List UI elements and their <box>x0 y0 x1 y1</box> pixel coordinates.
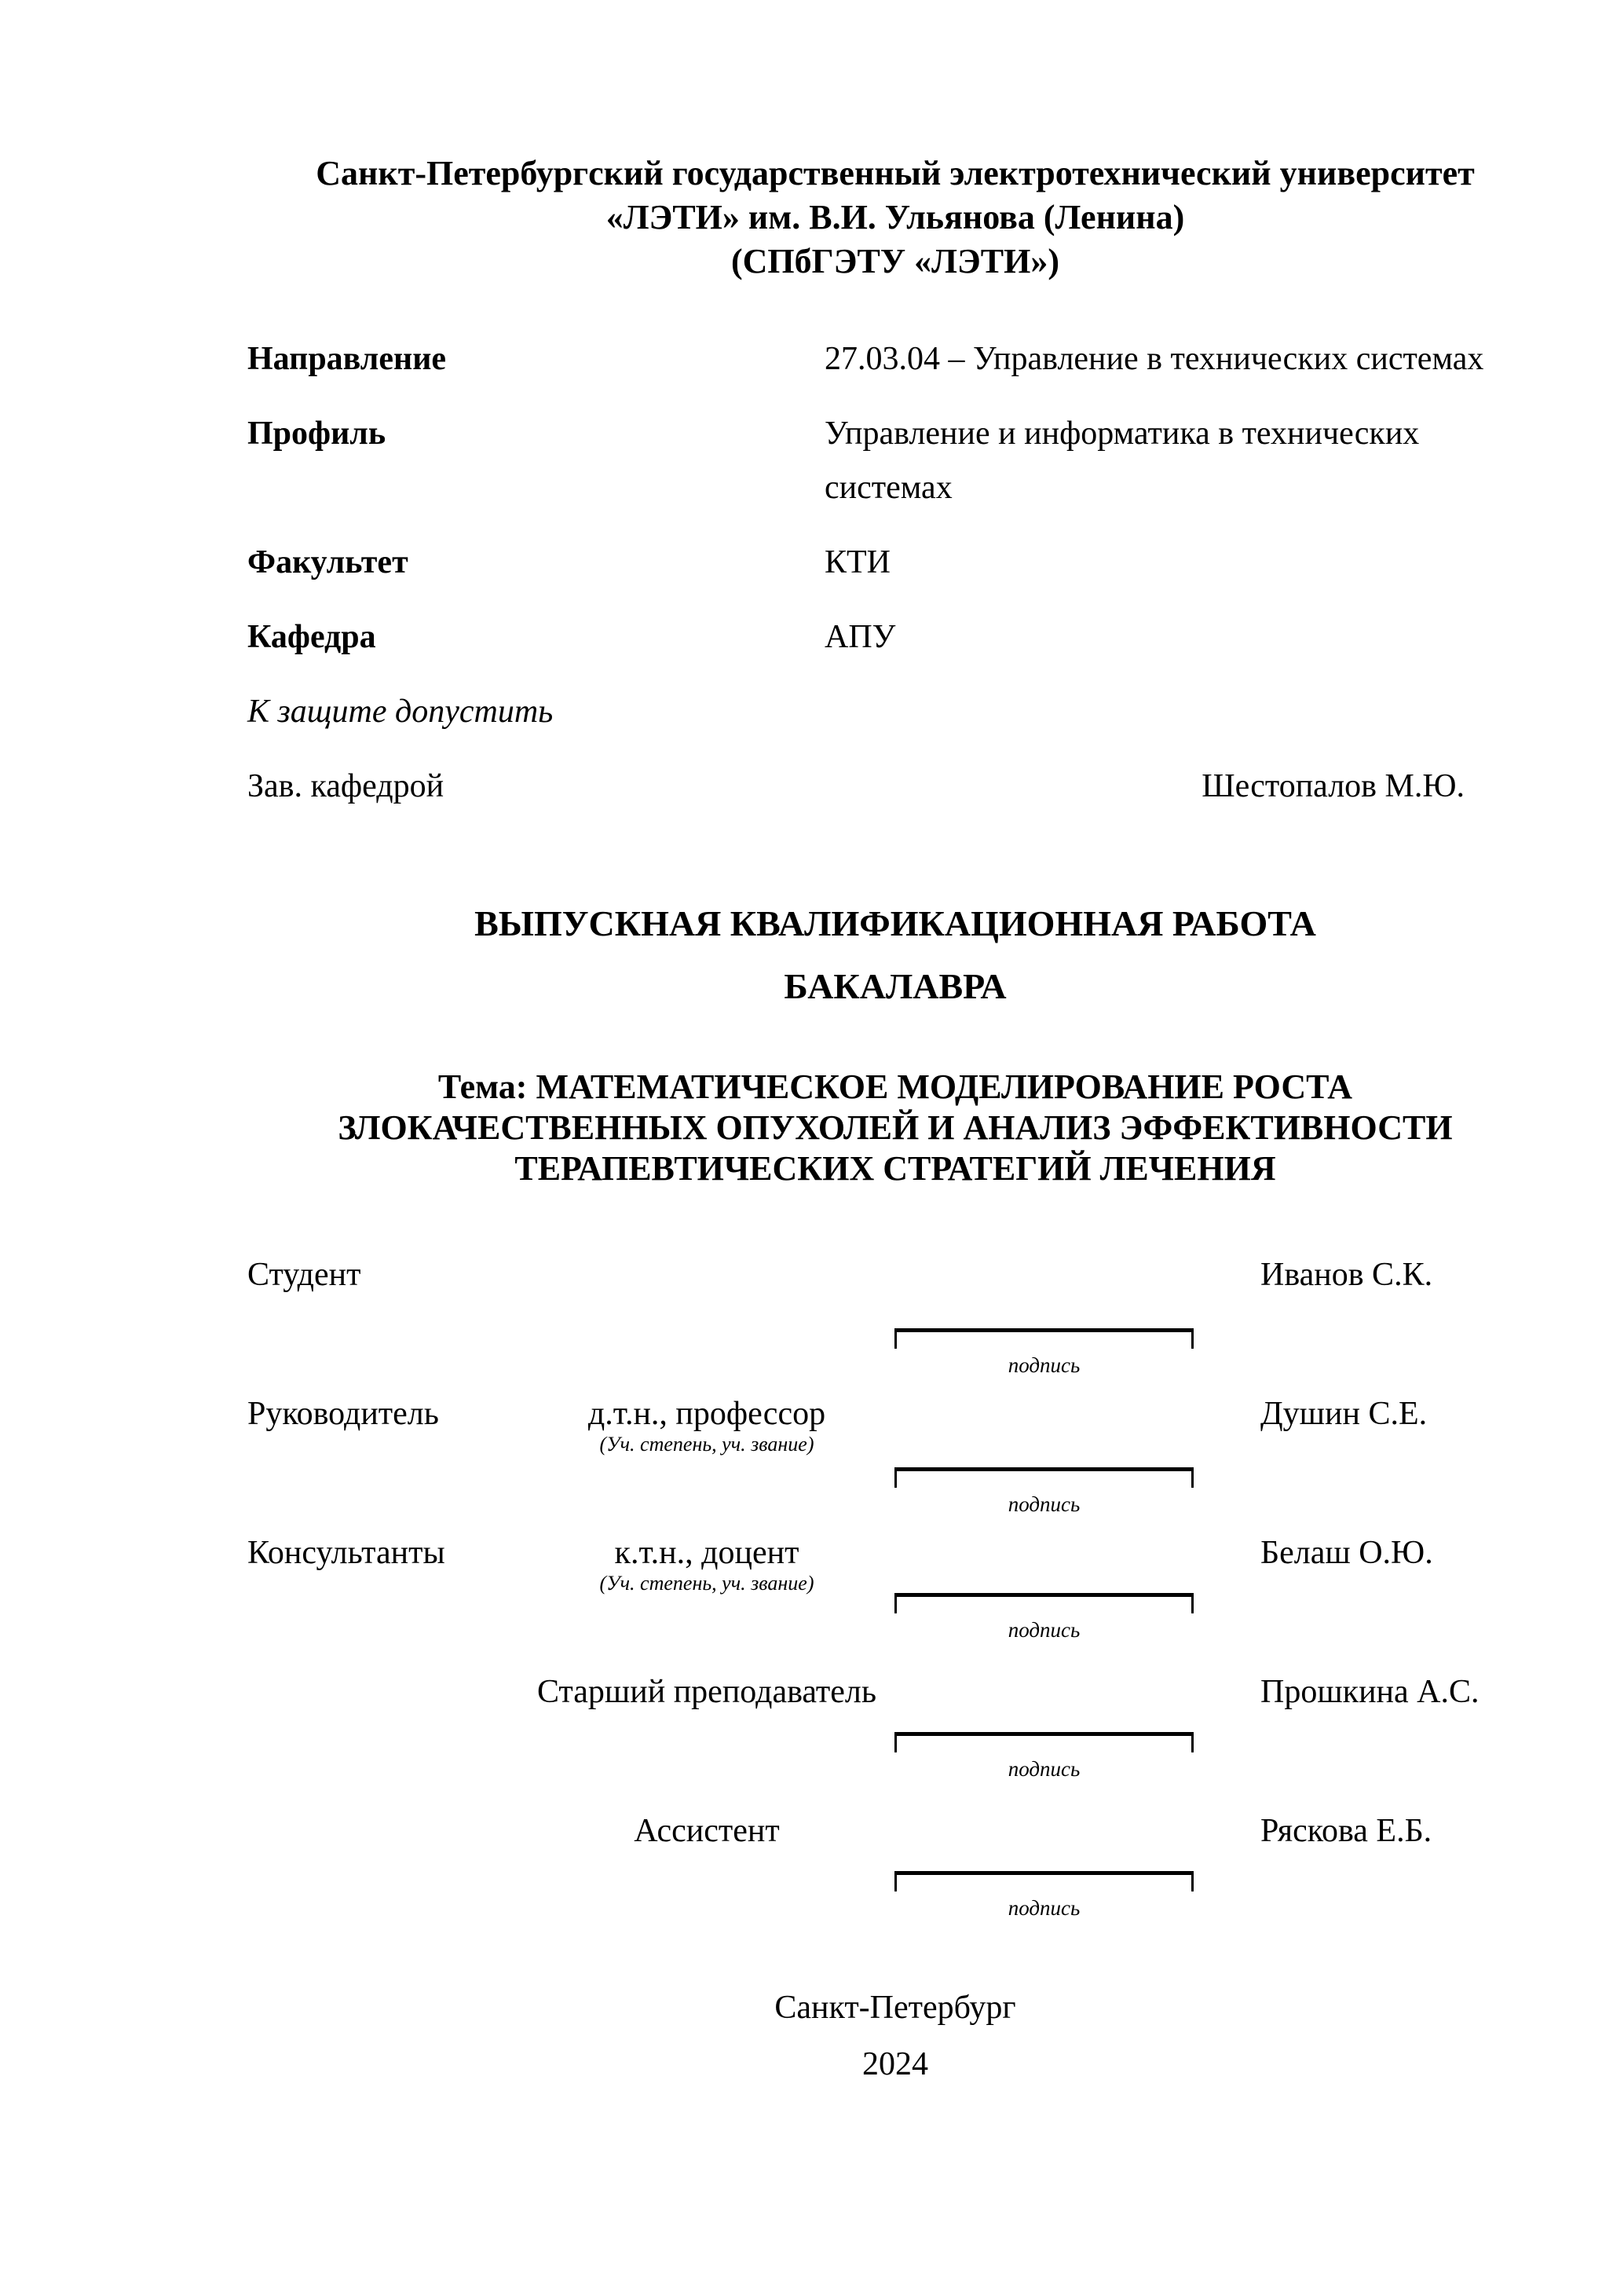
consultant-2-degree: Старший преподаватель <box>536 1674 877 1710</box>
university-name-line-2: «ЛЭТИ» им. В.И. Ульянова (Ленина) <box>605 198 1185 236</box>
faculty-value: КТИ <box>825 544 891 580</box>
profile-row <box>247 407 1543 515</box>
student-role-label: Студент <box>247 1257 361 1293</box>
signature-row-consultant-1 <box>247 1534 1543 1673</box>
supervisor-name: Душин С.Е. <box>1260 1396 1428 1432</box>
consultant-3-degree: Ассистент <box>634 1813 780 1849</box>
consultant-3-signature-field <box>894 1871 1194 1920</box>
signature-line <box>894 1732 1194 1752</box>
consultant-2-signature-field <box>894 1732 1194 1781</box>
department-head-name: Шестопалов М.Ю. <box>1202 768 1465 804</box>
signature-row-consultant-2 <box>247 1673 1543 1812</box>
department-head-label: Зав. кафедрой <box>247 768 444 804</box>
consultant-1-name: Белаш О.Ю. <box>1260 1535 1433 1571</box>
supervisor-degree: д.т.н., профессор <box>587 1396 826 1432</box>
profile-label: Профиль <box>247 416 386 452</box>
work-title-line-2: БАКАЛАВРА <box>784 966 1007 1006</box>
university-header <box>247 152 1543 284</box>
consultant-3-degree-box <box>393 1812 1021 1850</box>
consultant-1-degree-note: (Уч. степень, уч. звание) <box>599 1572 814 1595</box>
supervisor-degree-box <box>393 1395 1021 1456</box>
consultants-role-label: Консультанты <box>247 1535 445 1571</box>
university-name-line-3: (СПбГЭТУ «ЛЭТИ») <box>731 242 1059 280</box>
signature-line <box>894 1871 1194 1891</box>
signature-caption: подпись <box>1008 1492 1081 1516</box>
theme-line-1: Тема: МАТЕМАТИЧЕСКОЕ МОДЕЛИРОВАНИЕ РОСТА <box>437 1067 1353 1106</box>
department-label: Кафедра <box>247 619 376 655</box>
direction-label: Направление <box>247 341 447 377</box>
consultant-1-degree-box <box>393 1534 1021 1595</box>
consultant-3-name: Ряскова Е.Б. <box>1260 1813 1432 1849</box>
consultant-1-signature-field <box>894 1593 1194 1642</box>
signature-caption: подпись <box>1008 1896 1081 1920</box>
student-signature-field <box>894 1328 1194 1377</box>
signature-row-supervisor <box>247 1395 1543 1534</box>
supervisor-role-label: Руководитель <box>247 1396 439 1432</box>
faculty-label: Факультет <box>247 544 408 580</box>
signature-row-student <box>247 1256 1543 1395</box>
theme-title <box>247 1067 1543 1189</box>
footer-year: 2024 <box>862 2046 928 2082</box>
direction-row <box>247 332 1543 386</box>
page-content <box>247 0 1543 2085</box>
supervisor-degree-note: (Уч. степень, уч. звание) <box>599 1433 814 1456</box>
department-value: АПУ <box>825 619 896 655</box>
theme-line-3: ТЕРАПЕВТИЧЕСКИХ СТРАТЕГИЙ ЛЕЧЕНИЯ <box>514 1149 1276 1188</box>
signatures-section <box>247 1256 1543 1951</box>
direction-value: 27.03.04 – Управление в технических системах <box>825 341 1484 377</box>
consultant-1-degree: к.т.н., доцент <box>614 1535 799 1571</box>
student-name: Иванов С.К. <box>1260 1257 1433 1293</box>
supervisor-signature-field <box>894 1467 1194 1516</box>
department-row <box>247 610 1543 665</box>
signature-caption: подпись <box>1008 1353 1081 1377</box>
signature-caption: подпись <box>1008 1618 1081 1642</box>
faculty-row <box>247 536 1543 590</box>
signature-row-consultant-3 <box>247 1812 1543 1951</box>
signature-line <box>894 1467 1194 1488</box>
department-head-row <box>247 760 1543 814</box>
footer-city: Санкт-Петербург <box>774 1990 1016 2026</box>
signature-line <box>894 1328 1194 1349</box>
consultant-2-degree-box <box>393 1673 1021 1711</box>
consultant-2-name: Прошкина А.С. <box>1260 1674 1480 1710</box>
signature-caption: подпись <box>1008 1757 1081 1781</box>
theme-line-2: ЗЛОКАЧЕСТВЕННЫХ ОПУХОЛЕЙ И АНАЛИЗ ЭФФЕКТИВНОСТИ <box>338 1108 1453 1147</box>
signature-line <box>894 1593 1194 1613</box>
work-title-line-1: ВЫПУСКНАЯ КВАЛИФИКАЦИОННАЯ РАБОТА <box>474 903 1316 943</box>
admission-statement: К защите допустить <box>247 694 554 730</box>
profile-value: Управление и информатика в технических системах <box>825 416 1420 506</box>
work-title <box>247 892 1543 1018</box>
program-info-section <box>247 332 1543 665</box>
university-name-line-1: Санкт-Петербургский государственный электротехнический университет <box>316 154 1475 192</box>
